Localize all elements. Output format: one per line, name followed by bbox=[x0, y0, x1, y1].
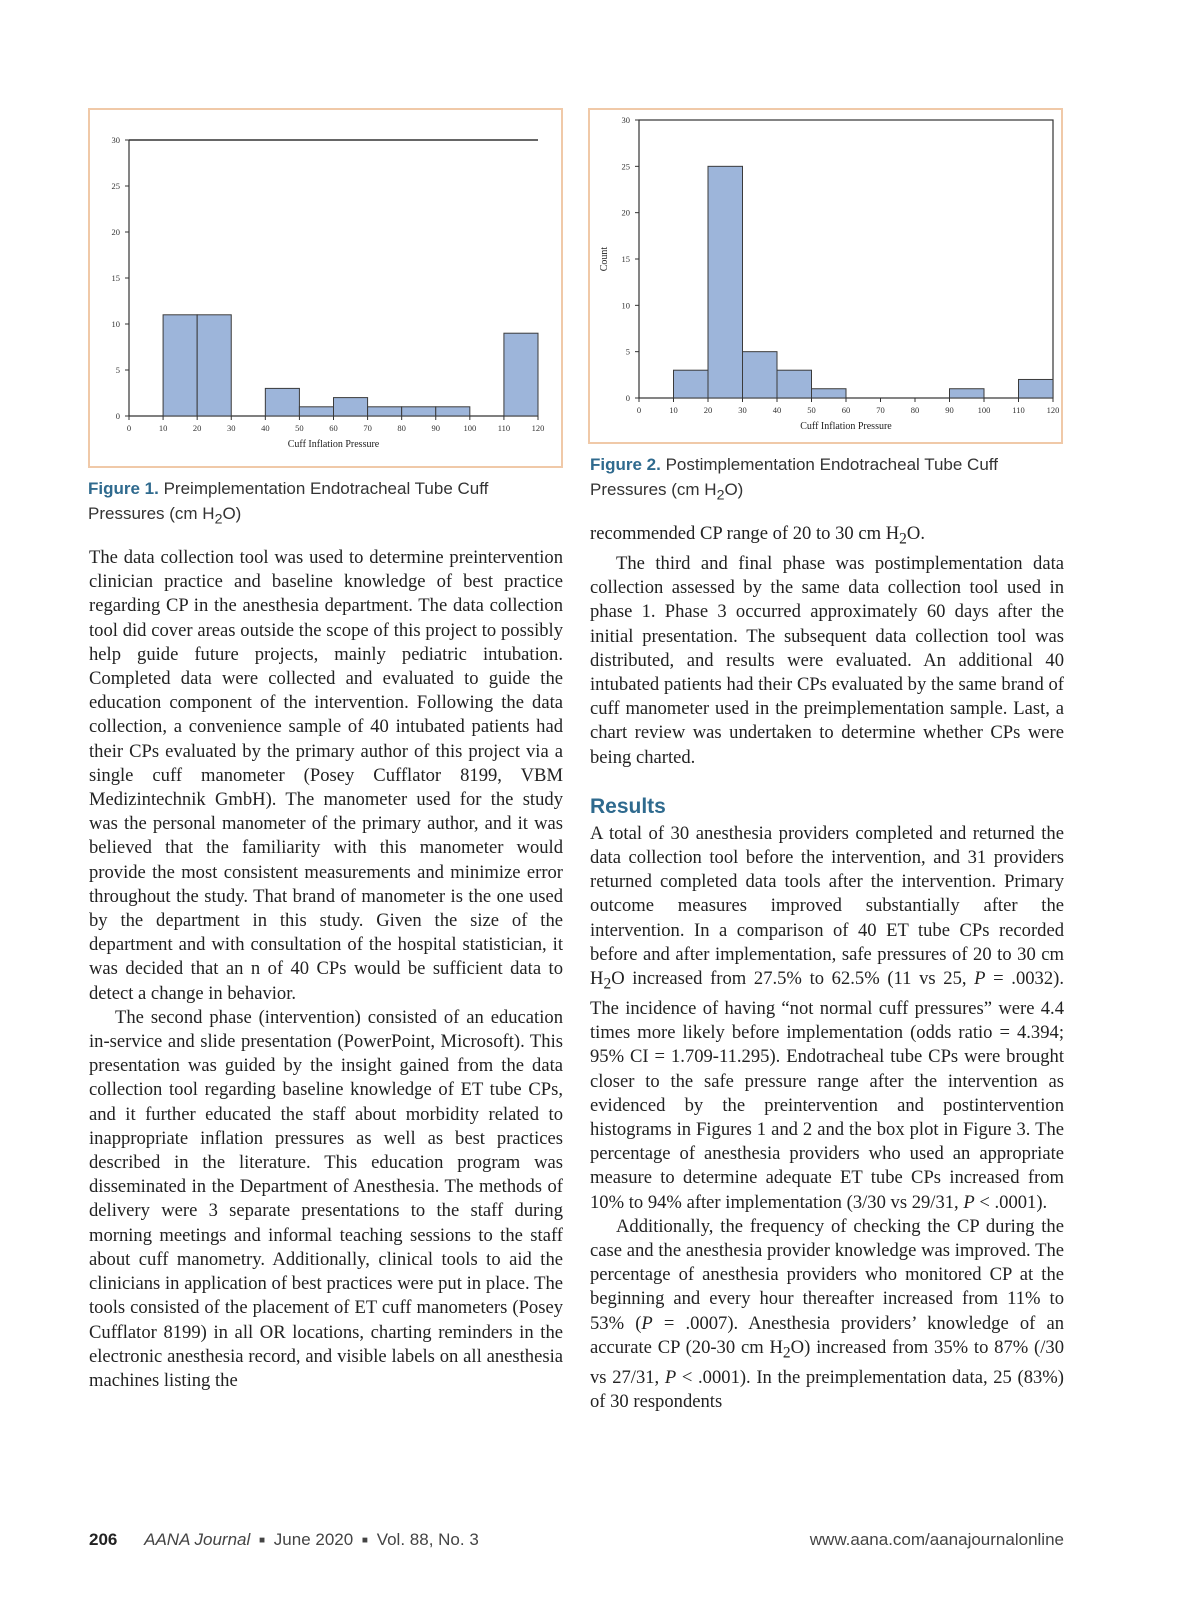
x-tick-label: 50 bbox=[295, 423, 304, 433]
figure-2-histogram bbox=[590, 110, 1061, 442]
x-tick-label: 20 bbox=[703, 405, 713, 415]
paragraph-second-phase: The second phase (intervention) consisted of an education in-service and slide presentation (PowerPoint, Microsoft). This presentation was guided by the insight gained from the data collection tool regarding baseline knowledge of ET tube CPs, and it further educated the staff about morbidity related to inappropriate inflation pressures as well as best practices described in the literature. This education program was disseminated in the Department of Anesthesia. The methods of delivery were 3 separate presentations to the staff during morning meetings and informal teaching sessions to the staff about cuff manometry. Additionally, clinical tools to aid the clinicians in application of best practices were put in place. The tools consisted of the placement of ET cuff manometers (Posey Cufflator 8199) in all OR locations, charting reminders in the electronic anesthesia record, and visible labels on all anesthesia machines listing the bbox=[89, 1006, 563, 1391]
results-heading: Results bbox=[590, 794, 666, 818]
plot-frame bbox=[639, 120, 1053, 398]
histogram-bar bbox=[812, 389, 847, 398]
left-column bbox=[89, 546, 563, 1393]
paragraph-additionally: Additionally, the frequency of checking the CP during the case and the anesthesia provider knowledge was improved. The percentage of anesthesia providers who monitored CP at the beginning and every hour thereafter increased from 11% to 53% (P = .0007). Anesthesia providers’ knowledge of an accurate CP (20-30 cm $H_2O$) increased from 35% to 87% (/30 vs 27/31, P < .0001). In the preimplementation data, 25 (83%) of 30 respondents bbox=[590, 1215, 1065, 1412]
y-tick-label: 20 bbox=[621, 207, 630, 218]
histogram-bar bbox=[265, 388, 299, 416]
right-column bbox=[590, 522, 1064, 1414]
histogram-bar bbox=[197, 315, 231, 416]
x-tick-label: 0 bbox=[636, 405, 642, 415]
x-tick-label: 60 bbox=[841, 405, 851, 415]
x-tick-label: 100 bbox=[977, 405, 991, 415]
x-tick-label: 40 bbox=[261, 423, 270, 433]
volume-issue: Vol. 88, No. 3 bbox=[376, 1530, 479, 1549]
figure-1-frame bbox=[88, 108, 563, 468]
y-tick-label: 10 bbox=[621, 300, 630, 311]
x-tick-label: 60 bbox=[329, 423, 338, 433]
x-tick-label: 20 bbox=[192, 423, 202, 433]
figure-2-frame bbox=[588, 108, 1063, 444]
page-number: 206 bbox=[89, 1530, 118, 1549]
x-tick-label: 30 bbox=[738, 405, 747, 415]
histogram-bar bbox=[743, 352, 778, 398]
y-tick-label: 0 bbox=[115, 411, 120, 421]
figure-1-caption-label: Figure 1. bbox=[88, 479, 159, 498]
x-tick-label: 90 bbox=[945, 405, 954, 415]
y-tick-label: 5 bbox=[625, 346, 630, 357]
histogram-bar bbox=[950, 389, 985, 398]
histogram-bar bbox=[777, 370, 812, 398]
issue-date: June 2020 bbox=[273, 1530, 354, 1549]
y-tick-label: 30 bbox=[621, 115, 630, 125]
histogram-bar bbox=[163, 315, 197, 416]
histogram-bar bbox=[708, 166, 743, 398]
histogram-bar bbox=[402, 407, 436, 416]
x-tick-label: 30 bbox=[227, 423, 236, 433]
histogram-bar bbox=[334, 398, 368, 416]
x-tick-label: 70 bbox=[876, 405, 885, 415]
x-tick-label: 90 bbox=[431, 423, 440, 433]
y-tick-label: 15 bbox=[621, 254, 630, 264]
y-tick-label: 15 bbox=[111, 273, 120, 283]
x-tick-label: 120 bbox=[531, 423, 545, 433]
x-tick-label: 40 bbox=[772, 405, 782, 415]
x-tick-label: 120 bbox=[1046, 405, 1060, 415]
x-tick-label: 110 bbox=[497, 423, 511, 433]
y-tick-label: 5 bbox=[115, 365, 120, 375]
histogram-bar bbox=[1019, 379, 1054, 398]
x-tick-label: 0 bbox=[126, 423, 132, 433]
figure-2-caption-label: Figure 2. bbox=[590, 455, 661, 474]
paragraph-continued: recommended CP range of 20 to 30 cm $H_2O$. bbox=[590, 523, 925, 548]
x-tick-label: 100 bbox=[463, 423, 477, 433]
histogram-bar bbox=[436, 407, 470, 416]
histogram-bar bbox=[674, 370, 709, 398]
y-tick-label: 30 bbox=[111, 135, 120, 145]
x-axis-label: Cuff Inflation Pressure bbox=[287, 439, 380, 450]
paragraph-results: A total of 30 anesthesia providers completed and returned the data collection tool before the intervention, and 31 providers returned completed data tools after the intervention. Primary outcome measures improved substantially after the intervention. In a comparison of 40 ET tube CPs recorded before and after implementation, safe pressures of 20 to 30 cm $H_2O$ increased from 27.5% to 62.5% (11 vs 25, P = .0032). The incidence of having “not normal cuff pressures” were 4.4 times more likely before implementation (odds ratio = 4.394; 95% CI = 1.709-11.295). Endotracheal tube CPs were brought closer to the safe pressure range after the intervention as evidenced by the preintervention and postintervention histograms in Figures 1 and 2 and the box plot in Figure 3. The percentage of anesthesia providers who used an appropriate measure to determine adequate ET tube CPs increased from 10% to 94% after implementation (3/30 vs 29/31, P < .0001). bbox=[590, 822, 1064, 1213]
x-axis-label: Cuff Inflation Pressure bbox=[800, 421, 892, 432]
journal-name: AANA Journal bbox=[144, 1530, 251, 1549]
paragraph-data-collection: The data collection tool was used to determine preintervention clinician practice and baseline knowledge of best practice regarding CP in the anesthesia department. The data collection tool did cover areas outside the scope of this project to possibly help guide future projects, mainly pediatric intubation. Completed data were collected and evaluated to guide the education component of the intervention. Following the data collection, a convenience sample of 40 intubated patients had their CPs evaluated by the primary author of this project via a single cuff manometer (Posey Cufflator 8199, VBM Medizintechnik GmbH). The manometer used for the study was the personal manometer of the primary author, and it was believed that the familiarity with this manometer would provide the most consistent measurements and minimize error throughout the study. That brand of manometer is the one used by the department in this study. Given the size of the department and with consultation of the hospital statistician, it was decided that an n of 40 CPs would be sufficient data to detect a change in behavior. bbox=[89, 547, 563, 1004]
figure-1-caption: Figure 1. Preimplementation Endotracheal Tube Cuff Pressures (cm $H_2O$) bbox=[88, 479, 489, 528]
y-axis-label: Count bbox=[599, 246, 610, 272]
x-tick-label: 70 bbox=[363, 423, 372, 433]
histogram-bar bbox=[299, 407, 333, 416]
x-tick-label: 50 bbox=[807, 405, 816, 415]
figure-1-histogram bbox=[90, 110, 561, 466]
figure-2-caption: Figure 2. Postimplementation Endotracheal Tube Cuff Pressures (cm $H_2O$) bbox=[590, 455, 998, 504]
histogram-bar bbox=[368, 407, 402, 416]
journal-url[interactable]: www.aana.com/aanajournalonline bbox=[809, 1530, 1064, 1549]
x-tick-label: 80 bbox=[397, 423, 406, 433]
y-tick-label: 25 bbox=[621, 161, 630, 172]
y-tick-label: 0 bbox=[625, 393, 630, 403]
histogram-bar bbox=[504, 333, 538, 416]
y-tick-label: 10 bbox=[111, 319, 120, 329]
y-tick-label: 25 bbox=[111, 181, 120, 191]
paragraph-third-phase: The third and final phase was postimplementation data collection assessed by the same data collection tool used in phase 1. Phase 3 occurred approximately 60 days after the initial presentation. The subsequent data collection tool was distributed, and results were evaluated. An additional 40 intubated patients had their CPs evaluated by the same brand of cuff manometer used in the preimplementation sample. Last, a chart review was undertaken to determine whether CPs were being charted. bbox=[590, 552, 1064, 768]
x-tick-label: 110 bbox=[1012, 405, 1025, 415]
x-tick-label: 10 bbox=[669, 405, 678, 415]
x-tick-label: 10 bbox=[158, 423, 168, 433]
page-footer-left: 206 AANA Journal ■ June 2020 ■ Vol. 88, No. 3 bbox=[89, 1530, 479, 1549]
y-tick-label: 20 bbox=[111, 227, 120, 237]
x-tick-label: 80 bbox=[910, 405, 920, 415]
